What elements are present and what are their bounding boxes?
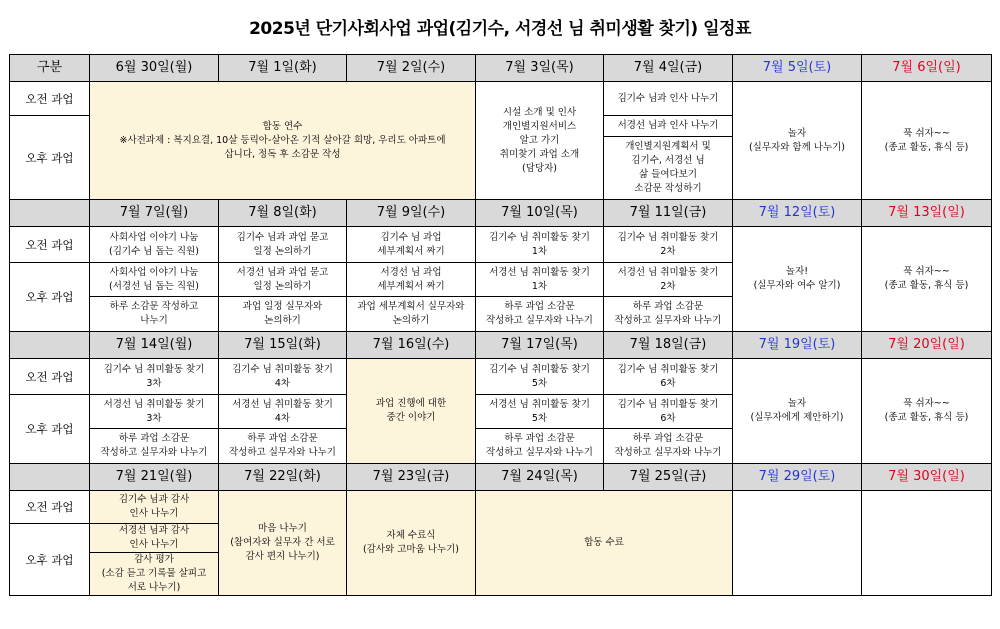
week1-day-thu: 7월 3일(목) bbox=[476, 55, 604, 82]
week3-thu-am-cell: 김기수 님 취미활동 찾기 5차 bbox=[476, 359, 604, 395]
week4-mon-pm1-cell: 서경선 님과 감사 인사 나누기 bbox=[90, 524, 219, 553]
week1-day-mon: 6월 30일(월) bbox=[90, 55, 219, 82]
week4-sat-cell bbox=[733, 491, 862, 596]
schedule-table bbox=[9, 54, 992, 596]
pm-label: 오후 과업 bbox=[10, 263, 90, 332]
week2-fri-pm2-cell: 하루 과업 소감문 작성하고 실무자와 나누기 bbox=[604, 297, 733, 332]
week2-mon-am-cell: 사회사업 이야기 나눔 (김기수 님 돕는 직원) bbox=[90, 227, 219, 263]
week4-am-row bbox=[10, 491, 992, 524]
week2-day-sat: 7월 12일(토) bbox=[733, 200, 862, 227]
week3-mon-am-cell: 김기수 님 취미활동 찾기 3차 bbox=[90, 359, 219, 395]
week4-day-tue: 7월 22일(화) bbox=[219, 464, 347, 491]
am-label: 오전 과업 bbox=[10, 491, 90, 524]
week3-thu-pm2-cell: 하루 과업 소감문 작성하고 실무자와 나누기 bbox=[476, 429, 604, 464]
week4-mon-am-cell: 김기수 님과 감사 인사 나누기 bbox=[90, 491, 219, 524]
week1-day-sun: 7월 6일(일) bbox=[862, 55, 992, 82]
week4-day-fri: 7월 25일(금) bbox=[604, 464, 733, 491]
week2-mon-pm1-cell: 사회사업 이야기 나눔 (서경선 님 돕는 직원) bbox=[90, 263, 219, 297]
week3-day-mon: 7월 14일(월) bbox=[90, 332, 219, 359]
week3-thu-pm1-cell: 서경선 님 취미활동 찾기 5차 bbox=[476, 395, 604, 429]
week4-header-row bbox=[10, 464, 992, 491]
week3-tue-am-cell: 김기수 님 취미활동 찾기 4차 bbox=[219, 359, 347, 395]
week4-sun-cell bbox=[862, 491, 992, 596]
week2-day-mon: 7월 7일(월) bbox=[90, 200, 219, 227]
week4-wed-cell: 자체 수료식 (감사와 고마움 나누기) bbox=[347, 491, 476, 596]
week2-day-fri: 7월 11일(금) bbox=[604, 200, 733, 227]
week3-fri-am-cell: 김기수 님 취미활동 찾기 6차 bbox=[604, 359, 733, 395]
week4-mon-pm2-cell: 감사 평가 (소감 듣고 기록물 살피고 서로 나누기) bbox=[90, 553, 219, 596]
week1-fri-am-cell: 김기수 님과 인사 나누기 bbox=[604, 82, 733, 116]
week2-wed-am-cell: 김기수 님 과업 세부계획서 짜기 bbox=[347, 227, 476, 263]
week2-sat-cell: 놀자! (실무자와 여수 알기) bbox=[733, 227, 862, 332]
week3-day-wed: 7월 16일(수) bbox=[347, 332, 476, 359]
week1-fri-pm2-cell: 개인별지원계획서 및 김기수, 서경선 님 삶 들여다보기 소감문 작성하기 bbox=[604, 137, 733, 200]
pm-label: 오후 과업 bbox=[10, 524, 90, 596]
week1-sun-cell: 푹 쉬자~~ (종교 활동, 휴식 등) bbox=[862, 82, 992, 200]
week2-day-thu: 7월 10일(목) bbox=[476, 200, 604, 227]
week4-day-wed: 7월 23일(금) bbox=[347, 464, 476, 491]
week3-header-row bbox=[10, 332, 992, 359]
week2-day-tue: 7월 8일(화) bbox=[219, 200, 347, 227]
category-header: 구분 bbox=[10, 55, 90, 82]
week2-tue-am-cell: 김기수 님과 과업 묻고 일정 논의하기 bbox=[219, 227, 347, 263]
week2-thu-pm1-cell: 서경선 님 취미활동 찾기 1차 bbox=[476, 263, 604, 297]
week2-tue-pm1-cell: 서경선 님과 과업 묻고 일정 논의하기 bbox=[219, 263, 347, 297]
week1-day-fri: 7월 4일(금) bbox=[604, 55, 733, 82]
pm-label: 오후 과업 bbox=[10, 395, 90, 464]
week1-joint-training-cell: 합동 연수 ※사전과제 : 복지요결, 10살 등릭아-살아온 기적 살아갈 희망, 우리도 아파트에 삽니다, 정독 후 소감문 작성 bbox=[90, 82, 476, 200]
week2-sun-cell: 푹 쉬자~~ (종교 활동, 휴식 등) bbox=[862, 227, 992, 332]
week2-am-row bbox=[10, 227, 992, 263]
week2-tue-pm2-cell: 과업 일정 실무자와 논의하기 bbox=[219, 297, 347, 332]
week3-sat-cell: 놀자 (실무자에게 제안하기) bbox=[733, 359, 862, 464]
week2-thu-pm2-cell: 하루 과업 소감문 작성하고 실무자와 나누기 bbox=[476, 297, 604, 332]
week3-wed-cell: 과업 진행에 대한 중간 이야기 bbox=[347, 359, 476, 464]
week3-day-fri: 7월 18일(금) bbox=[604, 332, 733, 359]
week3-day-sat: 7월 19일(토) bbox=[733, 332, 862, 359]
week4-header-gutter bbox=[10, 464, 90, 491]
week2-fri-am-cell: 김기수 님 취미활동 찾기 2차 bbox=[604, 227, 733, 263]
week1-day-wed: 7월 2일(수) bbox=[347, 55, 476, 82]
week1-day-sat: 7월 5일(토) bbox=[733, 55, 862, 82]
week4-day-sat: 7월 29일(토) bbox=[733, 464, 862, 491]
week2-wed-pm2-cell: 과업 세부계획서 실무자와 논의하기 bbox=[347, 297, 476, 332]
week3-tue-pm1-cell: 서경선 님 취미활동 찾기 4차 bbox=[219, 395, 347, 429]
week3-day-sun: 7월 20일(일) bbox=[862, 332, 992, 359]
week3-fri-pm2-cell: 하루 과업 소감문 작성하고 실무자와 나누기 bbox=[604, 429, 733, 464]
week4-tue-cell: 마음 나누기 (참여자와 실무자 간 서로 감사 편지 나누기) bbox=[219, 491, 347, 596]
page-title: 2025년 단기사회사업 과업(김기수, 서경선 님 취미생활 찾기) 일정표 bbox=[249, 19, 751, 39]
week1-sat-cell: 놀자 (실무자와 함께 나누기) bbox=[733, 82, 862, 200]
week2-mon-pm2-cell: 하루 소감문 작성하고 나누기 bbox=[90, 297, 219, 332]
week3-fri-pm1-cell: 김기수 님 취미활동 찾기 6차 bbox=[604, 395, 733, 429]
week3-mon-pm2-cell: 하루 과업 소감문 작성하고 실무자와 나누기 bbox=[90, 429, 219, 464]
week2-fri-pm1-cell: 서경선 님 취미활동 찾기 2차 bbox=[604, 263, 733, 297]
week3-day-tue: 7월 15일(화) bbox=[219, 332, 347, 359]
week2-wed-pm1-cell: 서경선 님 과업 세부계획서 짜기 bbox=[347, 263, 476, 297]
week2-day-wed: 7월 9일(수) bbox=[347, 200, 476, 227]
pm-label: 오후 과업 bbox=[10, 116, 90, 200]
am-label: 오전 과업 bbox=[10, 359, 90, 395]
week4-joint-graduation-cell: 합동 수료 bbox=[476, 491, 733, 596]
week2-header-gutter bbox=[10, 200, 90, 227]
week3-header-gutter bbox=[10, 332, 90, 359]
week4-day-thu: 7월 24일(목) bbox=[476, 464, 604, 491]
week4-day-sun: 7월 30일(일) bbox=[862, 464, 992, 491]
week1-header-row bbox=[10, 55, 992, 82]
week2-day-sun: 7월 13일(일) bbox=[862, 200, 992, 227]
week4-day-mon: 7월 21일(월) bbox=[90, 464, 219, 491]
am-label: 오전 과업 bbox=[10, 82, 90, 116]
week3-sun-cell: 푹 쉬자~~ (종교 활동, 휴식 등) bbox=[862, 359, 992, 464]
week2-thu-am-cell: 김기수 님 취미활동 찾기 1차 bbox=[476, 227, 604, 263]
am-label: 오전 과업 bbox=[10, 227, 90, 263]
week1-thu-cell: 시설 소개 및 인사 개인별지원서비스 알고 가기 취미찾기 과업 소개 (담당자) bbox=[476, 82, 604, 200]
week3-day-thu: 7월 17일(목) bbox=[476, 332, 604, 359]
week3-mon-pm1-cell: 서경선 님 취미활동 찾기 3차 bbox=[90, 395, 219, 429]
week1-day-tue: 7월 1일(화) bbox=[219, 55, 347, 82]
week3-am-row bbox=[10, 359, 992, 395]
week1-am-row bbox=[10, 82, 992, 116]
week1-fri-pm1-cell: 서경선 님과 인사 나누기 bbox=[604, 116, 733, 137]
week3-tue-pm2-cell: 하루 과업 소감문 작성하고 실무자와 나누기 bbox=[219, 429, 347, 464]
week2-header-row bbox=[10, 200, 992, 227]
